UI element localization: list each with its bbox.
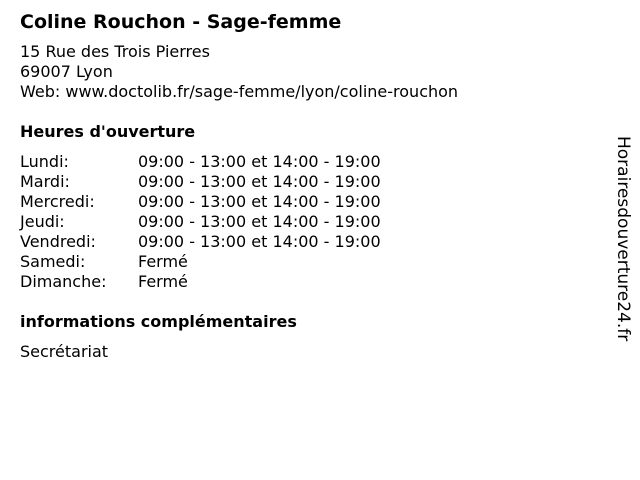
day-hours: Fermé (138, 252, 188, 271)
info-heading: informations complémentaires (20, 312, 297, 331)
hours-row-friday (20, 232, 600, 252)
day-hours: 09:00 - 13:00 et 14:00 - 19:00 (138, 212, 381, 231)
info-text: Secrétariat (20, 342, 109, 361)
hours-row-tuesday (20, 172, 600, 192)
hours-row-sunday (20, 272, 600, 292)
day-label: Mercredi: (20, 192, 95, 211)
hours-table (20, 152, 600, 292)
day-hours: 09:00 - 13:00 et 14:00 - 19:00 (138, 152, 381, 171)
day-hours: 09:00 - 13:00 et 14:00 - 19:00 (138, 192, 381, 211)
site-watermark: Horairesdouverture24.fr (613, 136, 633, 342)
website-line: Web: www.doctolib.fr/sage-femme/lyon/coline-rouchon (20, 82, 459, 101)
day-hours: Fermé (138, 272, 188, 291)
day-label: Jeudi: (20, 212, 65, 231)
day-hours: 09:00 - 13:00 et 14:00 - 19:00 (138, 232, 381, 251)
hours-heading: Heures d'ouverture (20, 122, 196, 141)
hours-row-saturday (20, 252, 600, 272)
day-label: Samedi: (20, 252, 86, 271)
business-name: Coline Rouchon - Sage-femme (20, 11, 342, 33)
day-hours: 09:00 - 13:00 et 14:00 - 19:00 (138, 172, 381, 191)
address-street: 15 Rue des Trois Pierres (20, 42, 210, 61)
address-city: 69007 Lyon (20, 62, 113, 81)
day-label: Vendredi: (20, 232, 96, 251)
day-label: Dimanche: (20, 272, 107, 291)
business-card (20, 10, 600, 362)
day-label: Mardi: (20, 172, 70, 191)
hours-row-thursday (20, 212, 600, 232)
hours-row-wednesday (20, 192, 600, 212)
hours-row-monday (20, 152, 600, 172)
day-label: Lundi: (20, 152, 69, 171)
